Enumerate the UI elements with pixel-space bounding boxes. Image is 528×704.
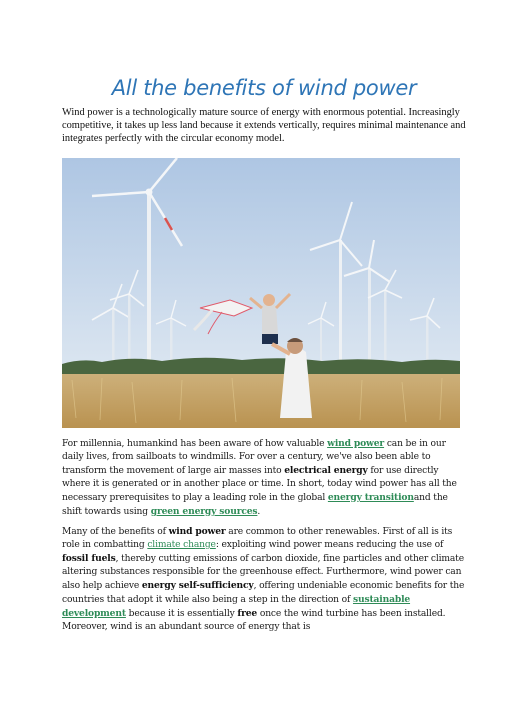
paragraph-benefits — [62, 525, 468, 634]
text-segment: and the shift towards using — [62, 493, 448, 517]
text-segment: , thereby cutting emissions of carbon dioxide, fine particles and other climate altering substances responsible for the greenhouse effect. Furthermore, wind power can also help achieve — [62, 554, 464, 591]
link-green-energy-sources[interactable]: green energy sources — [150, 506, 258, 517]
text-segment: once the wind turbine has been installed. Moreover, wind is an abundant source of energy that is — [62, 609, 446, 632]
text-segment: are common to other renewables. First of all is its role in combatting — [62, 527, 453, 550]
text-segment: : exploiting wind power means reducing the use of — [215, 540, 444, 550]
text-segment: , offering undeniable economic benefits for the countries that adopt it while also being a step in the direction of — [62, 581, 465, 605]
link-wind-power[interactable]: wind power — [327, 438, 385, 449]
text-segment: For millennia, humankind has been aware of how valuable — [62, 439, 328, 449]
bold-energy-self-sufficiency: energy self-sufficiency — [141, 580, 254, 591]
bold-free: free — [237, 608, 258, 619]
page-title: All the benefits of wind power — [111, 76, 417, 100]
text-segment: for use directly where it is generated or in another place or time. In short, today wind power has all the necessary prerequisites to play a leading role in the global — [62, 466, 457, 503]
link-climate-change[interactable]: climate change — [147, 540, 216, 550]
text-segment: Many of the benefits of — [62, 527, 169, 537]
bold-fossil-fuels: fossil fuels — [62, 553, 116, 564]
wheat-field — [62, 374, 460, 428]
link-sustainable-development[interactable]: sustainable development — [62, 594, 411, 619]
text-segment: . — [257, 507, 261, 517]
text-segment: because it is essentially — [125, 609, 238, 619]
paragraph-history — [62, 437, 468, 519]
wind-turbines-photo — [62, 158, 460, 428]
bold-electrical-energy: electrical energy — [284, 465, 368, 476]
link-energy-transition[interactable]: energy transition — [327, 492, 414, 503]
intro-paragraph: Wind power is a technologically mature source of energy with enormous potential. Increasingly competitive, it takes up less land because it extends vertically, requires minimal maintenance and integrates perfectly with the circular economy model. — [62, 107, 466, 144]
bold-wind-power: wind power — [168, 526, 226, 537]
text-segment: can be in our daily lives, from sailboats to windmills. For over a century, we've also been able to transform the movement of large air masses into — [62, 439, 446, 476]
